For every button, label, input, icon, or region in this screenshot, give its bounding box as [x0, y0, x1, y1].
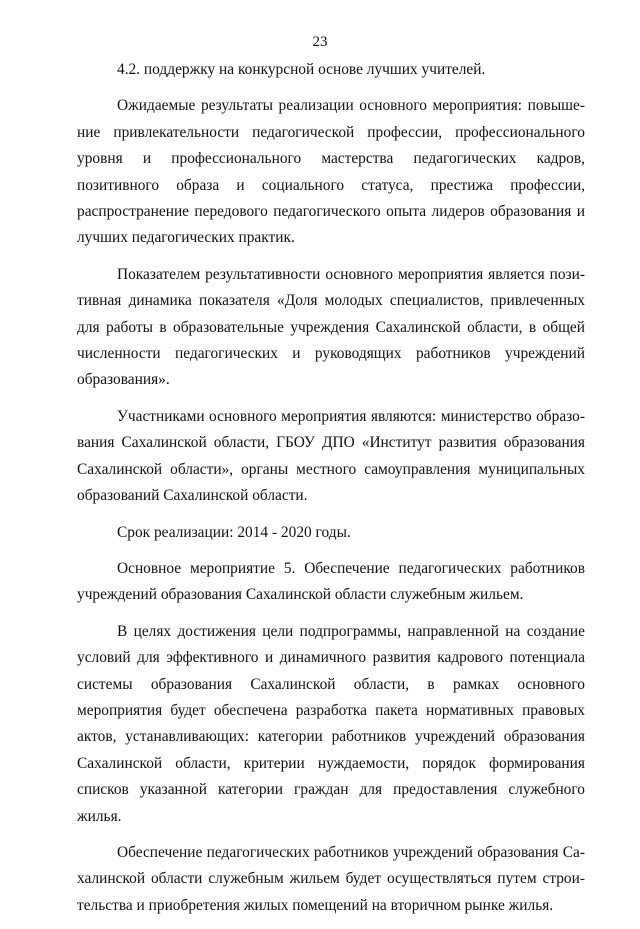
paragraph-expected-results: Ожидаемые результаты реализации основного мероприятия: повышение привлекательности педагогической профессии, профессионального уровня и профессионального мастерства педагогических кадров, позитивного образа и социального статуса, престижа профессии, распространение передового педагогического опыта лидеров образования и лучших педагогических практик. — [77, 97, 585, 247]
paragraph-housing-provision: Обеспечение педагогических работников учреждений образования Сахалинской области служебным жильем будет осуществляться путем строительства и приобретения жилых помещений на вторичном рынке жилья. — [77, 843, 585, 914]
paragraph-regulatory-acts: В целях достижения цели подпрограммы, направленной на создание условий для эффективного и динамичного развития кадрового потенциала системы образования Сахалинской области, в рамках основного мероприятия будет обеспечена разработка пакета нормативных правовых актов, устанавливающих: категории работников учреждений образования Сахалинской области, критерии нуждаемости, порядок формирования списков указанной категории граждан для предоставления служебного жилья. — [77, 622, 585, 825]
paragraph-measure-4-2: 4.2. поддержку на конкурсной основе лучших учителей. — [117, 61, 486, 78]
page-number: 23 — [312, 34, 328, 50]
paragraph-performance-indicator: Показателем результативности основного мероприятия является позитивная динамика показателя «Доля молодых специалистов, привлеченных для работы в образовательные учреждения Сахалинской области, в общей численности педагогических и руководящих работников учреждений образования». — [77, 265, 585, 389]
paragraph-participants: Участниками основного мероприятия являются: министерство образования Сахалинской области, ГБОУ ДПО «Институт развития образования Сахалинской области», органы местного самоуправления муниципальных образований Сахалинской области. — [77, 407, 585, 505]
paragraph-main-measure-5: Основное мероприятие 5. Обеспечение педагогических работников учреждений образования Сахалинской области служебным жильем. — [77, 559, 585, 604]
body-text — [77, 57, 585, 929]
paragraph-implementation-period: Срок реализации: 2014 - 2020 годы. — [117, 523, 351, 541]
